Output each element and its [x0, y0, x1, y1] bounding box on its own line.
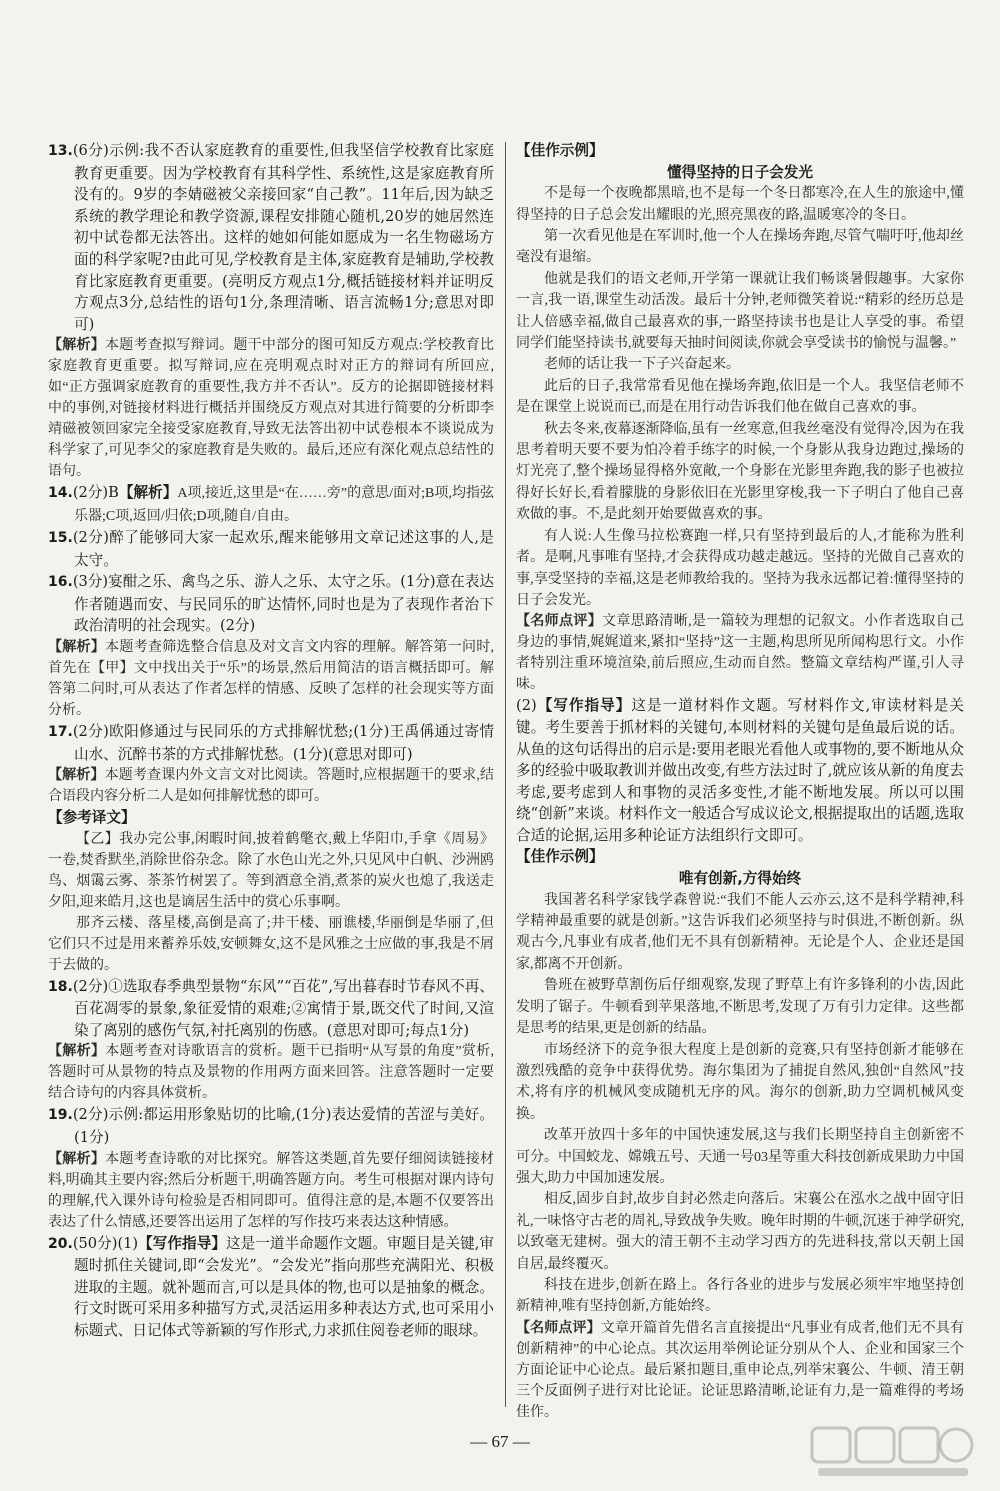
analysis-18: 【解析】本题考查对诗歌语言的赏析。题干已指明“从写景的角度”赏析,答题时可从景物的特点及景物的作用两方面来回答。注意答题时一定要结合诗句的内容具体赏析。	[48, 1043, 494, 1102]
watermark-logo-icon	[808, 1422, 978, 1482]
essay1-review: 【名师点评】文章思路清晰,是一篇较为理想的记叙文。小作者选取自己身边的事情,娓娓道来,紧扣“坚持”这一主题,构思所见所闻构思行文。小作者特别注重环境渲染,前后照应,生动而自然。整篇文章结构严谨,引人寻味。	[516, 613, 965, 693]
analysis-19: 【解析】本题考查诗歌的对比探究。解答这类题,首先要仔细阅读链接材料,明确其主要内容;然后分析题干,明确答题方向。考生可根据对课内诗句的理解,代入课外诗句检验是否相同即可。值得注意的是,本题不仅要答出表达了什么情感,还要答出运用了怎样的写作技巧来表达这种情感。	[48, 1150, 495, 1230]
analysis-13: 【解析】本题考查拟写辩词。题干中部分的图可知反方观点:学校教育比家庭教育更重要。拟写辩词,应在亮明观点时对正方的辩词有所回应,如“正方强调家庭教育的重要性,我方并不否认”。反方的论据即链接材料中的事例,对链接材料进行概括并围绕反方观点对其进行简要的分析即李靖磁被领回家完全接受家庭教育,导致无法答出初中试卷根本不谈说成为科学家了,可见李父的家庭教育是失败的。最后,还应有深化观点总结性的语句。	[48, 337, 494, 480]
reference-translation-p1: 【乙】我办完公事,闲暇时间,披着鹤氅衣,戴上华阳巾,手拿《周易》一卷,焚香默坐,消除世俗杂念。除了水色山光之外,只见风中白帆、沙洲鸥鸟、烟霭云雾、茶茶竹树罢了。等到酒意全消,煮茶的炭火也熄了,我送走夕阳,迎来皓月,这也是谪居生活中的赏心乐事啊。	[48, 831, 494, 910]
right-column	[516, 140, 964, 1423]
essay1-paragraph: 老师的话让我一下子兴奋起来。	[544, 357, 740, 373]
question-13: 13.(6分)示例:我不否认家庭教育的重要性,但我坚信学校教育比家庭教育更重要。因为学校教育有其科学性、系统性,这是家庭教育所没有的。9岁的李婧磁被父亲接回家“自己教”。11年后,因为缺乏系统的教学理论和教学资源,课程安排随心随机,20岁的她居然连初中试卷都无法答出。这样的她如何能如愿成为一名生物磁场方面的科学家呢?由此可见,学校教育是主体,家庭教育是辅助,学校教育比家庭教育更重要。(亮明反方观点1分,概括链接材料并证明反方观点3分,总结性的语句1分,条理清晰、语言流畅1分;意思对即可)	[48, 142, 494, 333]
analysis-16: 【解析】本题考查筛选整合信息及对文言文内容的理解。解答第一问时,首先在【甲】文中找出关于“乐”的场景,然后用简洁的语言概括即可。解答第二问时,可从表达了作者怎样的情感、反映了怎样的社会现实等方面分析。	[48, 638, 495, 718]
essay1-label: 【佳作示例】	[516, 142, 604, 159]
essay2-label: 【佳作示例】	[516, 848, 604, 866]
essay1-title: 懂得坚持的日子会发光	[667, 163, 813, 181]
essay1-paragraph: 此后的日子,我常常看见他在操场奔跑,依旧是一个人。我坚信老师不是在课堂上说说而已,而是在用行动告诉我们他在做自己喜欢的事。	[516, 378, 964, 416]
question-18: 18.(2分)①选取春季典型景物“东风”“百花”,写出暮春时节春风不再、百花凋零的景象,象征爱情的艰难;②寓情于景,既交代了时间,又渲染了离别的感伤气氛,衬托离别的伤感。(意思对即可;每点1分)	[48, 977, 494, 1039]
writing-guide-2: (2)【写作指导】这是一道材料作文题。写材料作文,审读材料是关键。考生要善于抓材料的关键句,本则材料的关键句是鱼最后说的话。从鱼的这句话得出的启示是:要用老眼光看他人或事物的,要不断地从众多的经验中吸取教训并做出改变,有些方法过时了,就应该从新的角度去考虑,要考虑到人和事物的灵活多变性,才能不断地发展。所以可以围绕“创新”来谈。材料作文一般适合写成议论文,根据提取出的话题,选取合适的论据,运用多种论证方法组织行文即可。	[516, 697, 964, 844]
reference-translation-p2: 那齐云楼、落星楼,高倒是高了;井干楼、丽谯楼,华丽倒是华丽了,但它们只不过是用来蓄养乐妓,安顿舞女,这不是风雅之士应做的事,我是不屑于去做的。	[48, 915, 494, 973]
essay1-paragraph: 他就是我们的语文老师,开学第一课就让我们畅谈暑假趣事。大家你一言,我一语,课堂生动活泼。最后十分钟,老师微笑着说:“精彩的经历总是让人倍感幸福,做自己最喜欢的事,一路坚持读书也是让人享受的事。希望同学们能坚持读书,就要每天抽时间阅读,你就会享受读书的愉悦与温馨。”	[516, 271, 964, 352]
essay1-paragraph: 不是每一个夜晚都黑暗,也不是每一个冬日都寒冷,在人生的旅途中,懂得坚持的日子总会发出耀眼的光,照亮黑夜的路,温暖寒冷的冬日。	[516, 186, 964, 223]
essay2-paragraph: 鲁班在被野草割伤后仔细观察,发现了野草上有许多锋利的小齿,因此发明了锯子。牛顿看到苹果落地,不断思考,发现了万有引力定律。这些都是思考的结果,更是创新的结晶。	[516, 978, 964, 1037]
essay2-paragraph: 我国著名科学家钱学森曾说:“我们不能人云亦云,这不是科学精神,科学精神最重要的就是创新。”这告诉我们必须坚持与时俱进,不断创新。纵观古今,凡事业有成者,他们无不具有创新精神。无论是个人、企业还是国家,都离不开创新。	[516, 892, 964, 972]
question-15: 15.(2分)醉了能够同大家一起欢乐,醒来能够用文章记述这事的人,是太守。	[48, 528, 494, 569]
essay2-paragraph: 科技在进步,创新在路上。各行各业的进步与发展必须牢牢地坚持创新精神,唯有坚持创新,方能始终。	[516, 1277, 964, 1315]
essay2-review: 【名师点评】文章开篇首先借名言直接提出“凡事业有成者,他们无不具有创新精神”的中心论点。其次运用举例论证分别从个人、企业和国家三个方面论证中心论点。最后紧扣题目,重申论点,列举宋襄公、牛顿、清王朝三个反面例子进行对比论证。论证思路清晰,论证有力,是一篇难得的考场佳作。	[516, 1319, 965, 1420]
question-17: 17.(2分)欧阳修通过与民同乐的方式排解忧愁;(1分)王禹偁通过寄情山水、沉醉书茶的方式排解忧愁。(1分)(意思对即可)	[48, 722, 494, 763]
essay2-paragraph: 相反,固步自封,故步自封必然走向落后。宋襄公在泓水之战中固守旧礼,一味恪守古老的周礼,导致战争失败。晚年时期的牛顿,沉迷于神学研究,以致毫无建树。强大的清王朝不主动学习西方的先进科技,常以天朝上国自居,最终覆灭。	[516, 1192, 964, 1272]
question-20: 20.(50分)(1)【写作指导】这是一道半命题作文题。审题目是关键,审题时抓住关键词,即“会发光”。“会发光”指向那些充满阳光、积极进取的主题。就补题而言,可以是具体的物,也可以是抽象的概念。行文时既可采用多种描写方式,灵活运用多种表达方式,也可采用小标题式、日记体式等新颖的写作形式,力求抓住阅卷老师的眼球。	[48, 1234, 494, 1340]
essay2-title: 唯有创新,方得始终	[678, 870, 802, 888]
essay1-paragraph: 有人说:人生像马拉松赛跑一样,只有坚持到最后的人,才能称为胜利者。是啊,凡事唯有坚持,才会获得成功越走越远。坚持的光做自己喜欢的事,享受坚持的幸福,这是老师教给我的。坚持为我永远都记着:懂得坚持的日子会发光。	[516, 528, 964, 608]
question-14: 14.(2分)B【解析】A项,接近,这里是“在……旁”的意思/面对;B项,均指弦乐器;C项,返回/归依;D项,随自/自由。	[48, 484, 494, 524]
question-19: 19.(2分)示例:都运用形象贴切的比喻,(1分)表达爱情的苦涩与美好。(1分)	[48, 1106, 494, 1147]
essay1-paragraph: 秋去冬来,夜幕逐渐降临,虽有一丝寒意,但我丝毫没有觉得冷,因为在我思考着明天要不要为怕冷着手练字的时候,一个身影从我身边跑过,操场的灯光亮了,整个操场显得格外宽敞,一个身影在光影里奔跑,我的影子也被拉得好长好长,看着朦胧的身影依旧在光影里穿梭,我一下子明白了他自己喜欢做的事。不,是此刻开始要做喜欢的事。	[516, 421, 964, 523]
reference-translation-label: 【参考译文】	[48, 809, 136, 827]
page-number: — 67 —	[470, 1432, 530, 1451]
column-divider	[505, 142, 506, 1407]
analysis-17: 【解析】本题考查课内外文言文对比阅读。答题时,应根据题干的要求,结合语段内容分析二人是如何排解忧愁的即可。	[48, 767, 494, 805]
left-column	[48, 140, 494, 1342]
essay2-paragraph: 改革开放四十多年的中国快速发展,这与我们长期坚持自主创新密不可分。中国蛟龙、嫦娥五号、天通一号03星等重大科技创新成果助力中国强大,助力中国加速发展。	[516, 1128, 964, 1186]
essay1-paragraph: 第一次看见他是在军训时,他一个人在操场奔跑,尽管气喘吁吁,他却丝毫没有退缩。	[516, 229, 964, 266]
question-16: 16.(3分)宴酣之乐、禽鸟之乐、游人之乐、太守之乐。(1分)意在表达作者随遇而安、与民同乐的旷达情怀,同时也是为了表现作者治下政治清明的社会现实。(2分)	[48, 573, 494, 635]
essay2-paragraph: 市场经济下的竞争很大程度上是创新的竞赛,只有坚持创新才能够在激烈残酷的竞争中获得优势。海尔集团为了捕捉自然风,独创“自然风”技术,将有序的机械风变成随机无序的风。海尔的创新,助力空调机械风变换。	[516, 1042, 964, 1122]
